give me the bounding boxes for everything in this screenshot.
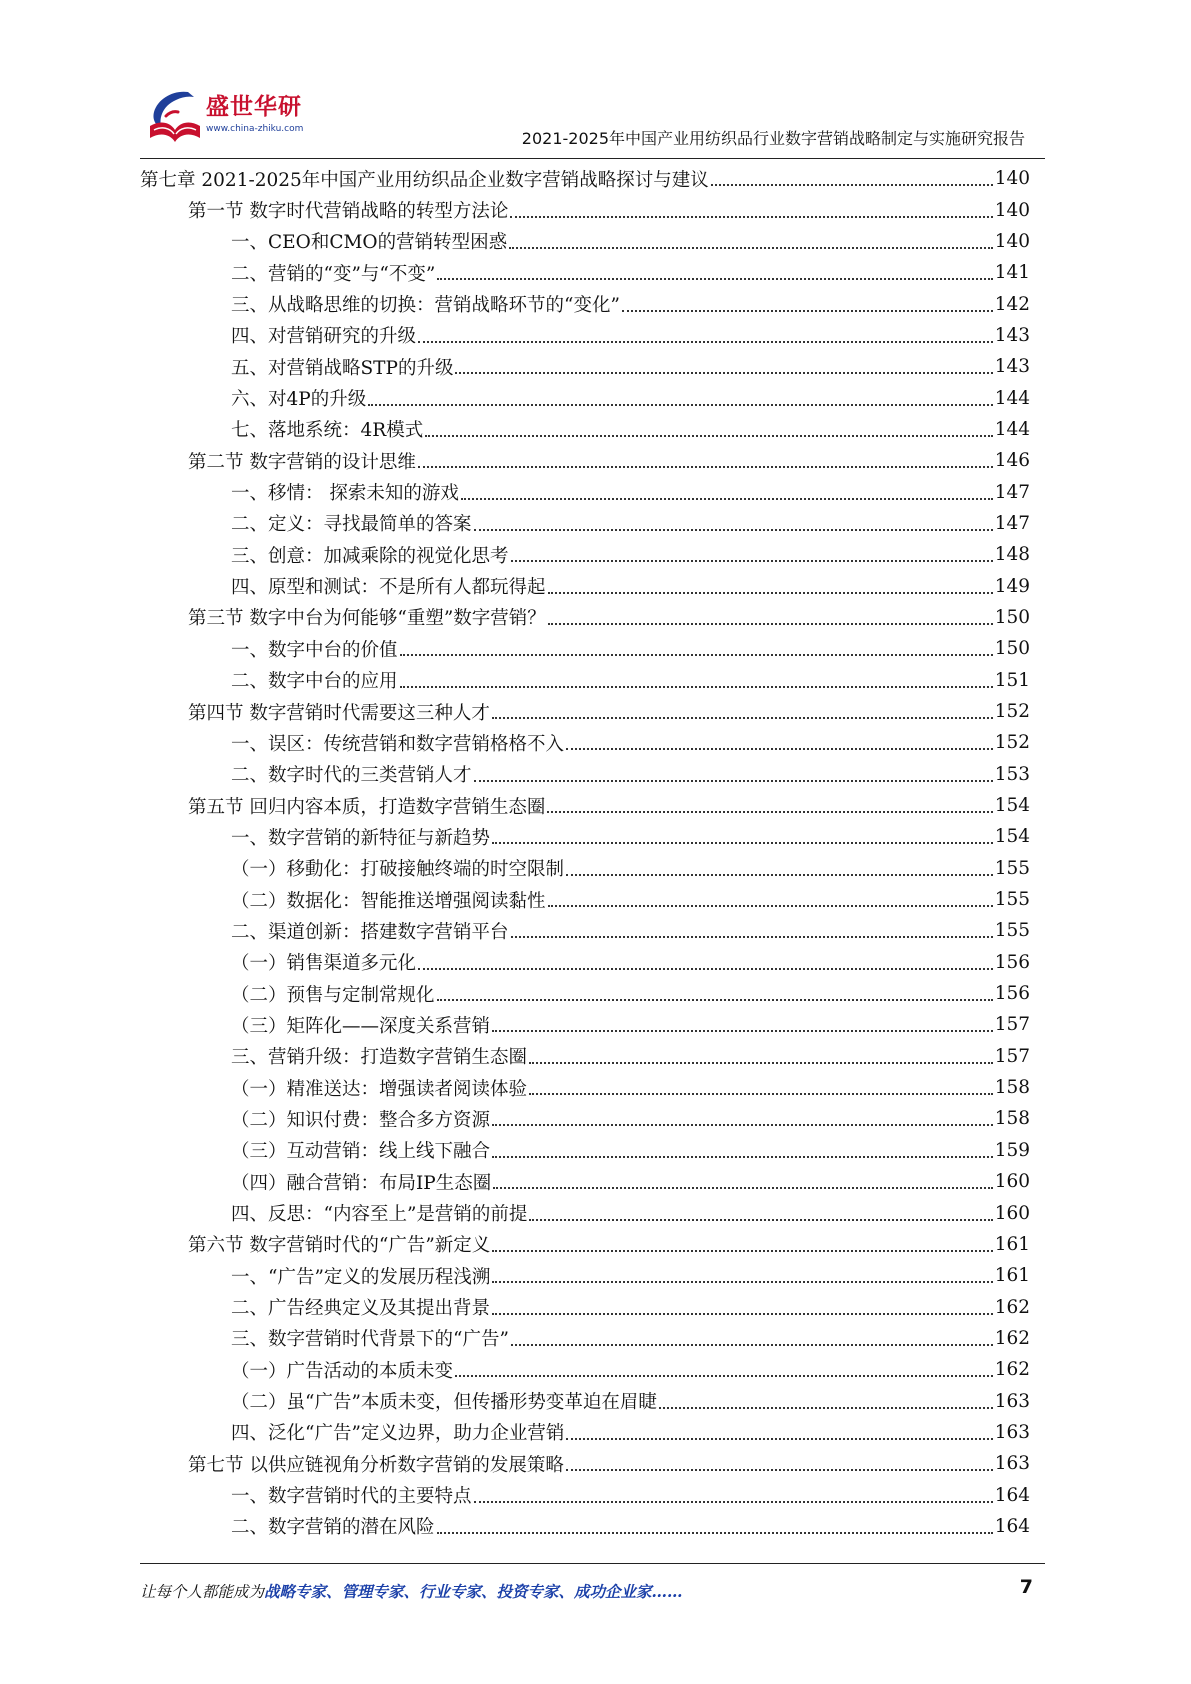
toc-entry[interactable] <box>140 320 1030 351</box>
toc-entry-title: 三、从战略思维的切换：营销战略环节的“变化” <box>231 295 620 317</box>
toc-entry[interactable] <box>140 1197 1030 1228</box>
toc-entry[interactable] <box>140 1417 1030 1448</box>
toc-entry-page: 147 <box>994 481 1030 503</box>
toc-entry[interactable] <box>140 727 1030 758</box>
toc-entry-title: 四、泛化“广告”定义边界，助力企业营销 <box>231 1423 565 1445</box>
toc-entry[interactable] <box>140 351 1030 382</box>
toc-entry-title: 第四节 数字营销时代需要这三种人才 <box>188 702 490 724</box>
toc-dot-leader <box>566 1437 992 1440</box>
toc-entry[interactable] <box>140 821 1030 852</box>
company-logo <box>144 86 314 150</box>
toc-entry-page: 163 <box>994 1453 1030 1475</box>
toc-entry-page: 161 <box>994 1265 1030 1287</box>
toc-entry-page: 143 <box>994 324 1030 346</box>
toc-entry-page: 150 <box>994 638 1030 660</box>
toc-entry-page: 152 <box>994 732 1030 754</box>
toc-entry-page: 162 <box>994 1359 1030 1381</box>
toc-entry-title: 三、数字营销时代背景下的“广告” <box>231 1329 509 1351</box>
toc-entry-title: 三、营销升级：打造数字营销生态圈 <box>231 1047 528 1069</box>
toc-entry-title: 四、原型和测试：不是所有人都玩得起 <box>231 577 546 599</box>
toc-entry-title: （一）移動化：打破接触终端的时空限制 <box>231 859 565 881</box>
footer-divider <box>140 1563 1045 1564</box>
toc-dot-leader <box>493 1186 992 1189</box>
toc-entry[interactable] <box>140 665 1030 696</box>
toc-dot-leader <box>418 465 993 468</box>
toc-dot-leader <box>418 967 993 970</box>
toc-entry-title: 一、数字营销时代的主要特点 <box>231 1486 472 1508</box>
toc-dot-leader <box>437 277 992 280</box>
toc-entry[interactable] <box>140 1354 1030 1385</box>
toc-entry[interactable] <box>140 1479 1030 1510</box>
toc-dot-leader <box>511 559 993 562</box>
toc-entry-title: 二、渠道创新：搭建数字营销平台 <box>231 921 509 943</box>
toc-dot-leader <box>529 1218 992 1221</box>
page-header <box>140 82 1045 164</box>
toc-dot-leader <box>474 1500 993 1503</box>
toc-entry-title: 二、定义：寻找最简单的答案 <box>231 514 472 536</box>
logo-book-icon <box>144 86 206 148</box>
toc-entry[interactable] <box>140 1103 1030 1134</box>
report-title: 2021-2025年中国产业用纺织品行业数字营销战略制定与实施研究报告 <box>521 129 1025 148</box>
toc-entry-title: （一）销售渠道多元化 <box>231 953 417 975</box>
toc-entry[interactable] <box>140 1448 1030 1479</box>
toc-entry-page: 146 <box>994 450 1030 472</box>
toc-dot-leader <box>711 183 993 186</box>
toc-dot-leader <box>492 841 993 844</box>
toc-entry-page: 147 <box>994 512 1030 534</box>
toc-entry[interactable] <box>140 1323 1030 1354</box>
toc-entry[interactable] <box>140 602 1030 633</box>
toc-entry[interactable] <box>140 1511 1030 1542</box>
toc-dot-leader <box>492 1280 992 1283</box>
toc-entry-title: （四）融合营销：布局IP生态圈 <box>231 1172 492 1194</box>
toc-entry-title: 第七章 2021-2025年中国产业用纺织品企业数字营销战略探讨与建议 <box>140 169 709 191</box>
toc-entry-page: 162 <box>994 1296 1030 1318</box>
toc-entry-page: 155 <box>994 857 1030 879</box>
toc-entry-page: 155 <box>994 889 1030 911</box>
toc-entry[interactable] <box>140 539 1030 570</box>
logo-name: 盛世华研 <box>206 94 302 120</box>
toc-dot-leader <box>455 1374 993 1377</box>
toc-dot-leader <box>659 1406 993 1409</box>
toc-dot-leader <box>425 434 992 437</box>
toc-dot-leader <box>492 1155 993 1158</box>
toc-entry-page: 161 <box>994 1233 1030 1255</box>
toc-dot-leader <box>509 246 993 249</box>
toc-entry-title: （二）预售与定制常规化 <box>231 984 435 1006</box>
toc-entry-page: 144 <box>994 387 1030 409</box>
toc-entry-title: 第七节 以供应链视角分析数字营销的发展策略 <box>188 1454 564 1476</box>
toc-entry[interactable] <box>140 853 1030 884</box>
toc-entry[interactable] <box>140 1166 1030 1197</box>
toc-dot-leader <box>437 1531 993 1534</box>
toc-dot-leader <box>492 1249 992 1252</box>
toc-dot-leader <box>510 215 992 218</box>
toc-entry-page: 162 <box>994 1327 1030 1349</box>
table-of-contents <box>140 163 1030 1542</box>
toc-entry[interactable] <box>140 445 1030 476</box>
toc-entry[interactable] <box>140 1229 1030 1260</box>
toc-entry-page: 158 <box>994 1108 1030 1130</box>
toc-entry[interactable] <box>140 1041 1030 1072</box>
toc-entry-title: 四、对营销研究的升级 <box>231 326 417 348</box>
toc-entry-title: 第六节 数字营销时代的“广告”新定义 <box>188 1235 491 1257</box>
toc-entry-page: 143 <box>994 356 1030 378</box>
toc-entry-title: 七、落地系统：4R模式 <box>231 420 424 442</box>
toc-entry-title: 一、“广告”定义的发展历程浅溯 <box>231 1266 491 1288</box>
toc-entry-page: 144 <box>994 418 1030 440</box>
toc-entry[interactable] <box>140 915 1030 946</box>
toc-entry[interactable] <box>140 414 1030 445</box>
toc-entry-page: 163 <box>994 1421 1030 1443</box>
toc-dot-leader <box>529 1092 993 1095</box>
toc-entry-page: 140 <box>994 230 1030 252</box>
toc-entry-title: 一、移情： 探索未知的游戏 <box>231 483 459 505</box>
logo-url: www.china-zhiku.com <box>206 124 304 134</box>
toc-entry-page: 152 <box>994 701 1030 723</box>
toc-entry-page: 157 <box>994 1045 1030 1067</box>
toc-entry[interactable] <box>140 978 1030 1009</box>
toc-entry-page: 148 <box>994 544 1030 566</box>
toc-entry[interactable] <box>140 508 1030 539</box>
toc-entry-title: 第五节 回归内容本质，打造数字营销生态圈 <box>188 796 546 818</box>
toc-entry-title: 三、创意：加减乘除的视觉化思考 <box>231 545 509 567</box>
toc-entry-title: 二、数字中台的应用 <box>231 671 398 693</box>
toc-dot-leader <box>566 873 993 876</box>
toc-entry[interactable] <box>140 633 1030 664</box>
toc-entry[interactable] <box>140 226 1030 257</box>
toc-entry[interactable] <box>140 1135 1030 1166</box>
toc-dot-leader <box>461 497 993 500</box>
toc-dot-leader <box>511 935 993 938</box>
toc-entry[interactable] <box>140 257 1030 288</box>
toc-dot-leader <box>566 1468 993 1471</box>
toc-entry-page: 157 <box>994 1014 1030 1036</box>
toc-entry-title: （二）数据化：智能推送增强阅读黏性 <box>231 890 546 912</box>
toc-entry-page: 156 <box>994 951 1030 973</box>
toc-dot-leader <box>622 309 993 312</box>
toc-dot-leader <box>548 591 993 594</box>
toc-dot-leader <box>400 685 993 688</box>
toc-entry-title: 二、营销的“变”与“不变” <box>231 263 436 285</box>
toc-entry-title: 第三节 数字中台为何能够“重塑”数字营销？ <box>188 608 546 630</box>
toc-entry-title: 一、数字中台的价值 <box>231 639 398 661</box>
footer-slogan <box>140 1580 683 1602</box>
toc-entry-page: 164 <box>994 1515 1030 1537</box>
toc-entry-title: 一、误区：传统营销和数字营销格格不入 <box>231 733 565 755</box>
toc-entry[interactable] <box>140 1260 1030 1291</box>
toc-dot-leader <box>511 1343 993 1346</box>
toc-entry-title: 第二节 数字营销的设计思维 <box>188 451 416 473</box>
toc-entry-page: 160 <box>994 1171 1030 1193</box>
toc-dot-leader <box>566 747 993 750</box>
toc-entry[interactable] <box>140 884 1030 915</box>
toc-entry[interactable] <box>140 696 1030 727</box>
toc-dot-leader <box>492 1029 993 1032</box>
toc-entry-title: 五、对营销战略STP的升级 <box>231 357 454 379</box>
toc-entry-title: 二、数字时代的三类营销人才 <box>231 765 472 787</box>
toc-entry[interactable] <box>140 1072 1030 1103</box>
toc-entry-page: 150 <box>994 606 1030 628</box>
toc-dot-leader <box>492 1123 993 1126</box>
toc-entry[interactable] <box>140 382 1030 413</box>
toc-entry[interactable] <box>140 1009 1030 1040</box>
toc-dot-leader <box>474 528 993 531</box>
toc-entry[interactable] <box>140 1385 1030 1416</box>
toc-entry-title: 二、数字营销的潜在风险 <box>231 1517 435 1539</box>
toc-entry[interactable] <box>140 194 1030 225</box>
toc-entry-title: 四、反思：“内容至上”是营销的前提 <box>231 1204 528 1226</box>
toc-dot-leader <box>437 998 993 1001</box>
toc-dot-leader <box>492 1312 993 1315</box>
toc-entry-page: 154 <box>994 826 1030 848</box>
toc-entry-title: （一）广告活动的本质未变 <box>231 1360 454 1382</box>
toc-entry-title: （二）知识付费：整合多方资源 <box>231 1109 491 1131</box>
toc-dot-leader <box>548 904 993 907</box>
toc-entry-title: 六、对4P的升级 <box>231 389 367 411</box>
toc-entry-page: 151 <box>994 669 1030 691</box>
toc-entry-title: 一、数字营销的新特征与新趋势 <box>231 827 491 849</box>
toc-entry[interactable] <box>140 759 1030 790</box>
toc-entry-title: （二）虽“广告”本质未变，但传播形势变革迫在眉睫 <box>231 1392 657 1414</box>
toc-entry-page: 159 <box>994 1139 1030 1161</box>
toc-entry-title: （三）矩阵化——深度关系营销 <box>231 1015 491 1037</box>
toc-entry[interactable] <box>140 570 1030 601</box>
toc-entry-page: 153 <box>994 763 1030 785</box>
toc-entry-page: 142 <box>994 293 1030 315</box>
toc-dot-leader <box>548 622 993 625</box>
toc-dot-leader <box>455 371 992 374</box>
toc-dot-leader <box>529 1061 993 1064</box>
slogan-highlight: 战略专家、管理专家、行业专家、投资专家、成功企业家…… <box>264 1582 683 1601</box>
toc-entry-page: 154 <box>994 795 1030 817</box>
toc-dot-leader <box>547 810 992 813</box>
toc-entry-page: 149 <box>994 575 1030 597</box>
slogan-prefix: 让每个人都能成为 <box>140 1583 265 1601</box>
toc-entry[interactable] <box>140 476 1030 507</box>
toc-dot-leader <box>368 403 992 406</box>
toc-entry-title: 第一节 数字时代营销战略的转型方法论 <box>188 201 509 223</box>
toc-entry-title: 二、广告经典定义及其提出背景 <box>231 1298 491 1320</box>
toc-dot-leader <box>400 653 993 656</box>
toc-entry-page: 156 <box>994 983 1030 1005</box>
toc-entry-page: 160 <box>994 1202 1030 1224</box>
header-divider <box>140 158 1045 159</box>
toc-entry-page: 163 <box>994 1390 1030 1412</box>
toc-entry[interactable] <box>140 790 1030 821</box>
toc-entry[interactable] <box>140 288 1030 319</box>
toc-entry-title: （一）精准送达：增强读者阅读体验 <box>231 1078 528 1100</box>
toc-entry-title: （三）互动营销：线上线下融合 <box>231 1141 491 1163</box>
toc-dot-leader <box>474 779 993 782</box>
toc-entry[interactable] <box>140 1291 1030 1322</box>
toc-entry[interactable] <box>140 947 1030 978</box>
toc-entry-title: 一、CEO和CMO的营销转型困惑 <box>231 232 508 254</box>
toc-dot-leader <box>418 340 993 343</box>
toc-entry-page: 140 <box>994 168 1030 190</box>
toc-dot-leader <box>492 716 993 719</box>
toc-entry-page: 158 <box>994 1077 1030 1099</box>
toc-entry[interactable] <box>140 163 1030 194</box>
toc-entry-page: 140 <box>994 199 1030 221</box>
page-number: 7 <box>1019 1576 1033 1598</box>
toc-entry-page: 155 <box>994 920 1030 942</box>
toc-entry-page: 164 <box>994 1484 1030 1506</box>
toc-entry-page: 141 <box>994 262 1030 284</box>
